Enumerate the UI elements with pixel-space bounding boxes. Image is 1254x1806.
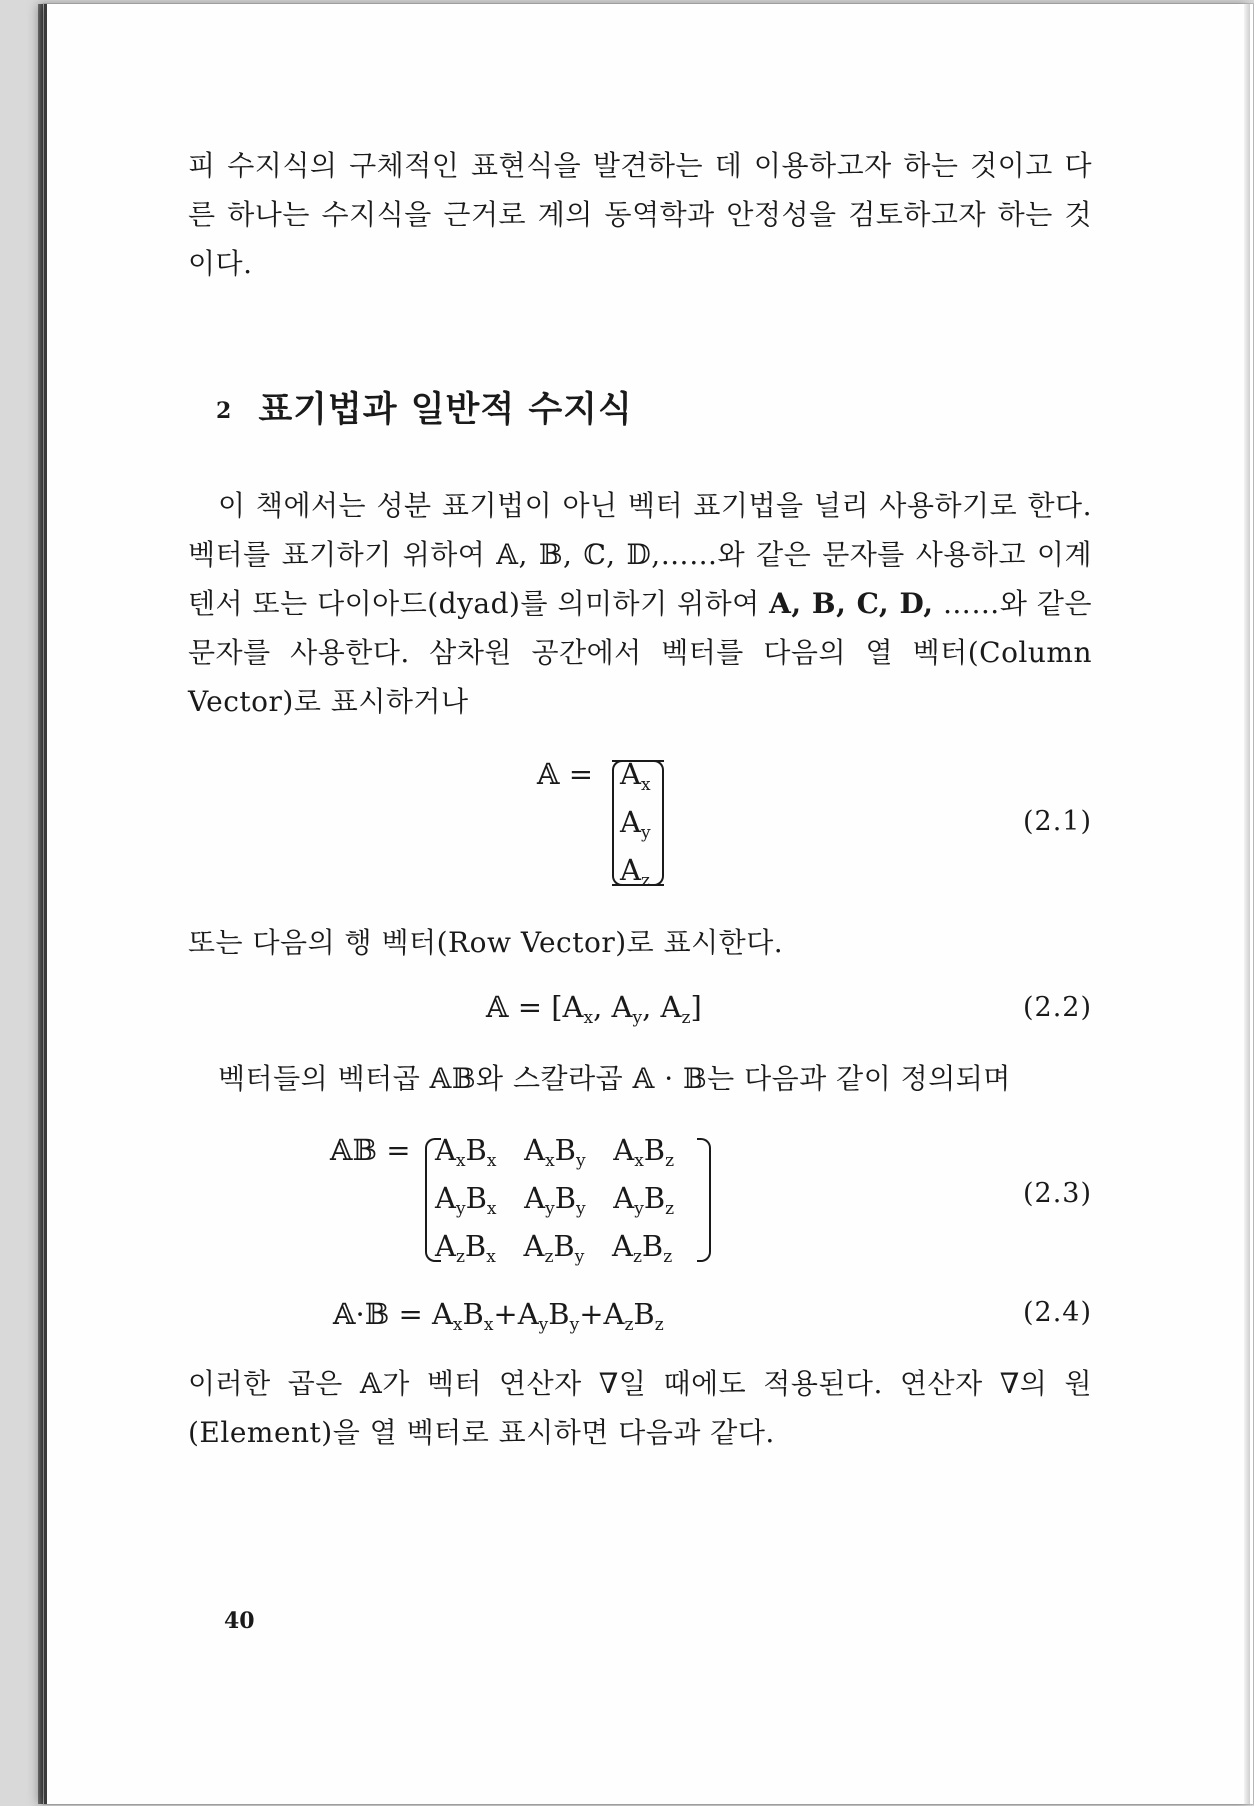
eq2-number: (2.2) [1022, 992, 1092, 1023]
page-number: 40 [224, 1608, 255, 1634]
eq3-row1: $A_xB_x$ $A_xB_y$ $A_xB_z$ [435, 1133, 675, 1171]
eq3-row2: $A_yB_x$ $A_yB_y$ $A_yB_z$ [435, 1181, 675, 1219]
eq1-lhs: 𝔸 = [537, 757, 594, 791]
paragraph-intro-continuation: 피 수지식의 구체적인 표현식을 발견하는 데 이용하고자 하는 것이고 다른 하나는 수지식을 근거로 계의 동역학과 안정성을 검토하고자 하는 것이다. [188, 149, 1092, 280]
paragraph-notation [188, 481, 1092, 726]
eq1-number: (2.1) [1022, 806, 1092, 837]
paragraph-row-vector: 또는 다음의 행 벡터(Row Vector)로 표시한다. [188, 926, 784, 959]
eq3-right-bracket [697, 1138, 711, 1262]
eq3-row3: $A_zB_x$ $A_zB_y$ $A_zB_z$ [435, 1229, 673, 1267]
paragraph-notation-text-2: ……와 같은 문자를 사용하고 이계 텐서 또는 다이아드(dyad)를 의미하기 위하여 [188, 538, 1092, 620]
paragraph-products: 벡터들의 벡터곱 𝔸𝔹와 스칼라곱 𝔸 · 𝔹는 다음과 같이 정의되며 [218, 1062, 1011, 1095]
paragraph-notation-text-3: ……와 같은 문자를 사용한다. 삼차원 공간에서 벡터를 다음의 열 벡터(Column Vector)로 표시하거나 [188, 587, 1093, 718]
eq4-body: 𝔸·𝔹 = $A_xB_x+A_yB_y+A_zB_z$ [333, 1297, 664, 1335]
eq1-entry-z: $A_z$ [620, 853, 650, 891]
tensor-symbols: A, B, C, D, [769, 587, 934, 620]
eq2-body: 𝔸 = [$A_x$, $A_y$, $A_z$] [486, 990, 702, 1028]
eq4-number: (2.4) [1022, 1297, 1092, 1328]
eq1-entry-x: $A_x$ [620, 757, 651, 795]
paragraph-notation-text-1: 이 책에서는 성분 표기법이 아닌 벡터 표기법을 널리 사용하기로 한다. 벡터를 표기하기 위하여 [188, 489, 1092, 571]
paragraph-operator: 이러한 곱은 𝔸가 벡터 연산자 ∇일 때에도 적용된다. 연산자 ∇의 원(Element)을 열 벡터로 표시하면 다음과 같다. [188, 1367, 1092, 1449]
eq1-entry-y: $A_y$ [620, 805, 651, 843]
eq3-number: (2.3) [1022, 1178, 1092, 1209]
section-title: 표기법과 일반적 수지식 [258, 389, 633, 430]
vector-symbols: 𝔸, 𝔹, ℂ, 𝔻, [496, 538, 661, 571]
section-number: 2 [216, 398, 233, 424]
section-heading [216, 382, 633, 432]
page-right-edge [1244, 4, 1250, 1804]
eq3-lhs: 𝔸𝔹 = [330, 1133, 411, 1167]
